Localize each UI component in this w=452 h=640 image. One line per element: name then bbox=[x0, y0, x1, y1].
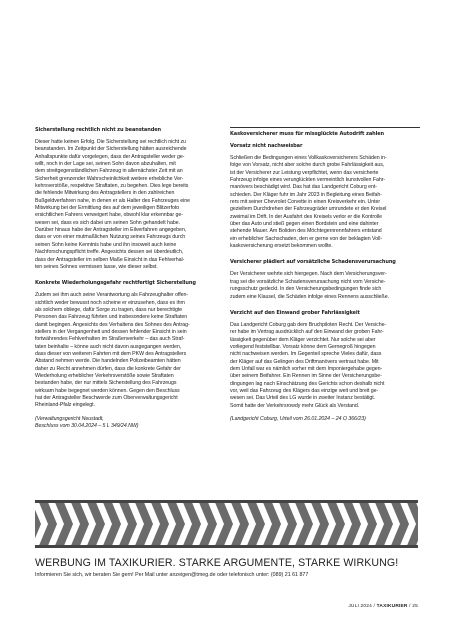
text-line: daher zu Recht annehmen dürfen, dass die konkrete Gefahr der bbox=[35, 365, 181, 372]
text-line: dem Unfall war es nämlich vorher mit dem Imponiergehabe gegen- bbox=[230, 365, 383, 372]
text-line: trag sei die vorsätzliche Schadensverursachung nicht vom Versiche- bbox=[230, 278, 386, 285]
text-line: ersichtlichen Fahrers verweigert habe, obwohl klar erkennbar ge- bbox=[35, 212, 183, 219]
section-heading: Sicherstellung rechtlich nicht zu beanstanden bbox=[35, 127, 161, 133]
body-paragraph bbox=[230, 322, 420, 410]
text-line: taten beinhalte – könne auch nicht davon ausgegangen werden, bbox=[35, 343, 182, 350]
article-rule bbox=[230, 127, 420, 128]
court-citation bbox=[35, 416, 225, 431]
text-line: Somit hatte der Verkehrsrowdy mehr Glück als Verstand. bbox=[230, 402, 360, 409]
text-line: ein erheblicher Sachschaden, den er gerne von der beklagten Voll- bbox=[230, 235, 383, 242]
article-title: Kaskoversicherer muss für missglückte Autodrift zahlen bbox=[230, 131, 385, 137]
magazine-name: TAXIKURIER bbox=[376, 604, 408, 609]
text-line: hat der Antragsteller Beschwerde zum Oberverwaltungsgericht bbox=[35, 395, 178, 401]
text-line: dass der Antragsteller im selben Maße Einsicht in das Fehlverhal- bbox=[35, 256, 185, 263]
text-line: (Landgericht Coburg, Urteil vom 26.01.2024 – 24 O 366/23) bbox=[230, 415, 366, 422]
text-line: Das Landgericht Coburg gab dem Bruchpiloten Recht. Der Versiche- bbox=[230, 321, 387, 328]
text-line: Fahrzeug infolge eines verunglückten vermeintlich kunstvollen Fahr- bbox=[230, 177, 386, 184]
text-line: kaskoversicherung ersetzt bekommen wollte. bbox=[230, 243, 333, 250]
text-line: Anhaltspunkte dafür vorgelegen, dass der Antragsteller weder ge- bbox=[35, 153, 185, 160]
text-line: dem streitgegenständlichen Fahrzeug in allernächster Zeit mit an bbox=[35, 168, 183, 175]
text-line: wesen sei. Das Urteil des LG wurde in zweiter Instanz bestätigt. bbox=[230, 395, 376, 402]
text-line: schieden. Der Kläger fuhr im Jahr 2023 in Begleitung eines Beifah- bbox=[230, 191, 382, 198]
text-line: die fehlende Mitwirkung des Antragstellers in den zahlreichen bbox=[35, 190, 175, 197]
page-number: 25 bbox=[412, 604, 418, 609]
text-line: Bußgeldverfahren nahe, in denen er als Halter des Fahrzeuges eine bbox=[35, 197, 190, 204]
text-line: rungsschutz gedeckt. In den Versicherungsbedingungen finde sich bbox=[230, 286, 382, 293]
text-line: wesen sei, dass es sich dabei um seinen Sohn gehandelt habe. bbox=[35, 219, 180, 226]
text-line: Zudem sei ihm auch seine Verantwortung als Fahrzeughalter offen- bbox=[35, 292, 189, 299]
left-column bbox=[35, 127, 225, 430]
text-line: gezieltem Durchdrehen der Fahrzeugräder umrundete er den Kreisel bbox=[230, 206, 387, 213]
text-line: vorliegend feststellbar. Vorsatz könne dem Gernegroß hingegen bbox=[230, 343, 376, 350]
text-line: Darüber hinaus habe der Antragsteller im Eilverfahren angegeben, bbox=[35, 227, 187, 234]
text-line: Dieser hatte keinen Erfolg. Die Sicherstellung sei rechtlich nicht zu bbox=[35, 139, 186, 145]
text-line: der Kläger auf das Gelingen des Driftmanövers vertraut habe. Mit bbox=[230, 358, 379, 365]
text-line: nicht nachweisen werden. Im Gegenteil spreche Vieles dafür, dass bbox=[230, 351, 382, 358]
text-line: Mitwirkung bei der Ermittlung des auf dem jeweiligen Blitzerfoto bbox=[35, 205, 180, 212]
text-line: ten seines Sohnes vermissen lasse, wie dieser selbst. bbox=[35, 263, 158, 270]
text-line: über das Auto und stieß gegen einen Bordstein und eine dahinter bbox=[230, 221, 379, 228]
body-paragraph bbox=[230, 271, 420, 300]
text-line: folge von Vorsatz, nicht aber solche durch grobe Fahrlässigkeit aus, bbox=[230, 162, 385, 169]
text-line: rers mit seiner Chevrolet Corvette in einen Kreisverkehr ein. Unter bbox=[230, 199, 381, 206]
text-line: wirksam habe begegnet werden können. Gegen den Beschluss bbox=[35, 387, 180, 394]
text-line: Beschluss vom 30.04.2024 – 5 L 349/24.NW) bbox=[35, 423, 139, 430]
text-line: stellers in der Vergangenheit und dessen fehlender Einsicht in sein bbox=[35, 328, 187, 335]
text-line: lässigkeit gegenüber dem Kläger verzichtet. Nur solche sei aber bbox=[230, 336, 376, 343]
right-column bbox=[230, 127, 420, 423]
text-line: dingungen lag nach Einschätzung des Gerichts schon deshalb nicht bbox=[230, 380, 385, 387]
text-line: Nachforschungspflicht treffe. Angesichts dessen sei überdeutlich, bbox=[35, 249, 184, 256]
text-line: ist der Versicherer zur Leistung verpflichtet, wenn das versicherte bbox=[230, 169, 379, 176]
section-heading: Versicherer plädiert auf vorsätzliche Schadensverursachung bbox=[230, 259, 396, 266]
banner-edge bbox=[35, 500, 418, 503]
text-line: Wiederholung erheblicher Verkehrsverstöße sowie Straftaten bbox=[35, 372, 174, 379]
footer-separator: / bbox=[409, 604, 411, 609]
text-line: zweimal im Drift. In der Ausfahrt des Kreisels verlor er die Kontrolle bbox=[230, 213, 383, 220]
left-section-2 bbox=[35, 280, 225, 430]
section-heading: Verzicht auf den Einwand grober Fahrlässigkeit bbox=[230, 309, 360, 316]
text-line: Personen das Fahrzeug führten und insbesondere keine Straftaten bbox=[35, 314, 188, 321]
text-line: kehrsverstöße, respektive Straftaten, zu begehen. Dies lege bereits bbox=[35, 183, 189, 190]
ad-contact-text: Informieren Sie sich, wir beraten Sie gern! Per Mail unter anzeigen@tmeg.de oder telefonisch unter: (089) 21 61 877 bbox=[35, 572, 309, 578]
text-line: dass er von einer mutmaßlichen Nutzung seines Fahrzeugs durch bbox=[35, 234, 186, 241]
text-line: beanstanden. Im Zeitpunkt der Sicherstellung hätten ausreichende bbox=[35, 146, 187, 153]
text-line: Abstand nehmen werde. Die handelnden Polizeibeamten hätten bbox=[35, 358, 181, 365]
text-line: Schließen die Bedingungen eines Vollkaskoversicherers Schäden in- bbox=[230, 155, 387, 161]
text-line: Der Versicherer wehrte sich hiergegen. Nach dem Versicherungsver- bbox=[230, 271, 387, 278]
text-line: fortwährendes Fehlverhalten im Straßenverkehr – das auch Straf- bbox=[35, 336, 185, 343]
right-section-2 bbox=[230, 259, 420, 300]
text-line: stehende Mauer. Am Boliden des Möchtegernrennfahrers entstand bbox=[230, 228, 382, 235]
text-line: zudem eine Klausel, die Schäden infolge eines Rennens ausschließe. bbox=[230, 293, 389, 300]
left-section-1 bbox=[35, 127, 225, 271]
text-line: vor, weil das Fahrzeug des Klägers das einzige weit und breit ge- bbox=[230, 387, 379, 394]
banner-edge bbox=[35, 545, 418, 548]
text-line: rer habe im Vertrag ausdrücklich auf den Einwand der groben Fahr- bbox=[230, 329, 384, 336]
section-heading: Konkrete Wiederholungsgefahr rechtfertigt Sicherstellung bbox=[35, 280, 196, 287]
text-line: über seinem Beifahrer. Ein Rennen im Sinne der Versicherungsbe- bbox=[230, 373, 382, 380]
issue-date: JULI 2024 bbox=[348, 604, 372, 609]
ad-headline: WERBUNG IM TAXIKURIER. STARKE ARGUMENTE, STARKE WIRKUNG! bbox=[35, 557, 399, 569]
text-line: als solchem obliege, dafür Sorge zu tragen, dass nur berechtigte bbox=[35, 306, 183, 313]
text-line: seinen Sohn keine Kenntnis habe und ihn insoweit auch keine bbox=[35, 241, 177, 248]
text-line: (Verwaltungsgericht Neustadt, bbox=[35, 415, 104, 422]
ad-banner-graphic bbox=[35, 500, 418, 548]
body-paragraph bbox=[35, 292, 225, 410]
page-footer bbox=[348, 604, 418, 610]
text-line: willt, noch in der Lage sei, seinen Sohn davon abzuhalten, mit bbox=[35, 161, 176, 168]
body-paragraph bbox=[35, 139, 225, 271]
text-line: Rheinland-Pfalz eingelegt. bbox=[35, 402, 95, 409]
text-line: sichtlich weder bewusst noch scheine er einzusehen, dass es ihm bbox=[35, 299, 185, 306]
chevron-stripes-graphic bbox=[35, 500, 418, 548]
court-citation bbox=[230, 416, 420, 423]
text-line: damit begingen. Angesichts des Verhaltens des Sohnes des Antrag- bbox=[35, 321, 190, 328]
text-line: Sicherheit grenzender Wahrscheinlichkeit weitere erhebliche Ver- bbox=[35, 175, 184, 182]
text-line: manövers beschädigt wird. Das hat das Landgericht Coburg ent- bbox=[230, 184, 377, 191]
section-heading: Vorsatz nicht nachweisbar bbox=[230, 143, 303, 149]
text-line: dass dieser von weiteren Fahrten mit dem PKW des Antragstellers bbox=[35, 350, 187, 357]
text-line: bestanden habe, der nur mittels Sicherstellung des Fahrzeugs bbox=[35, 380, 177, 387]
footer-separator: / bbox=[373, 604, 376, 609]
body-paragraph bbox=[230, 155, 420, 250]
right-section-3 bbox=[230, 310, 420, 423]
